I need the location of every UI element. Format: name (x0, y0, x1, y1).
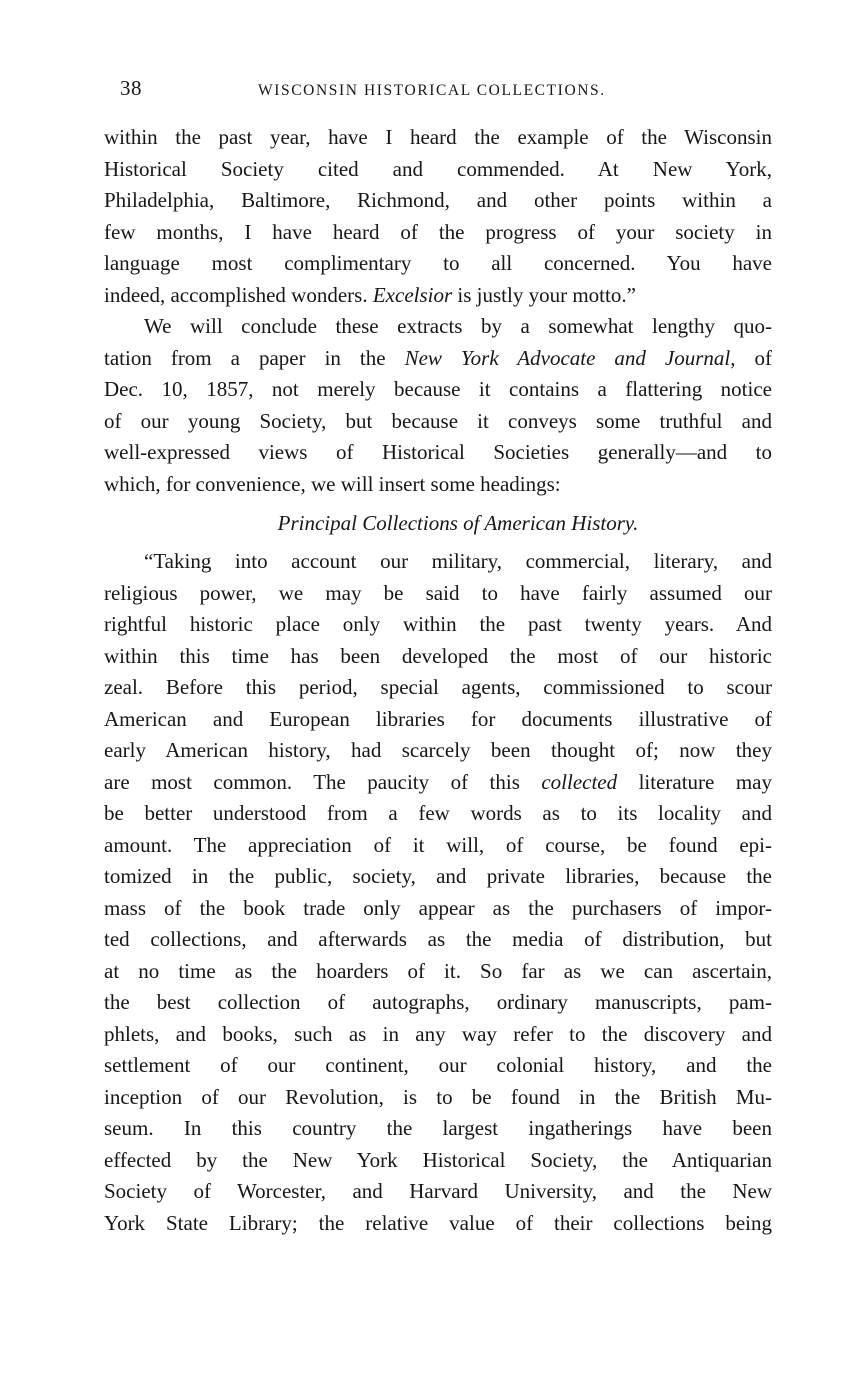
text-line: mass of the book trade only appear as the purchasers of impor- (104, 895, 772, 920)
text-line: early American history, had scarcely been thought of; now they (104, 738, 772, 762)
text-line: Philadelphia, Baltimore, Richmond, and other points within a (104, 188, 772, 212)
text-line: tomized in the public, society, and private libraries, because the (104, 864, 772, 888)
text-line: seum. In this country the largest ingatherings have been (104, 1116, 772, 1140)
text-line: ted collections, and afterwards as the media of distribution, but (104, 927, 772, 951)
text-line: rightful historic place only within the past twenty years. And (104, 612, 772, 636)
text-line (104, 343, 772, 375)
text-line: at no time as the hoarders of it. So far as we can ascertain, (104, 958, 772, 983)
text-line: Society of Worcester, and Harvard University, and the New (104, 1179, 772, 1203)
running-title: WISCONSIN HISTORICAL COLLECTIONS. (258, 82, 606, 99)
text-line: be better understood from a few words as to its locality and (104, 801, 772, 825)
italic-word: collected (541, 769, 618, 794)
section-heading: Principal Collections of American History. (277, 511, 639, 535)
page-header (120, 76, 780, 106)
text-line: We will conclude these extracts by a somewhat lengthy quo- (144, 314, 772, 338)
text-line: phlets, and books, such as in any way refer to the discovery and (104, 1021, 772, 1046)
text-run: are most common. The paucity of this (104, 769, 542, 794)
text-line: Dec. 10, 1857, not merely because it contains a flattering notice (104, 377, 772, 401)
text-line: settlement of our continent, our colonial history, and the (104, 1053, 772, 1077)
text-line: few months, I have heard of the progress of your society in (104, 219, 772, 244)
page-number: 38 (120, 76, 142, 100)
text-line: York State Library; the relative value of their collections being (104, 1210, 772, 1235)
text-line: American and European libraries for documents illustrative of (104, 706, 772, 731)
text-line: effected by the New York Historical Society, the Antiquarian (104, 1147, 772, 1172)
text-line: which, for convenience, we will insert some headings: (104, 471, 561, 496)
text-run: tation from a paper in the (104, 345, 405, 370)
paragraph-2 (104, 311, 772, 500)
text-line: the best collection of autographs, ordinary manuscripts, pam- (104, 990, 772, 1014)
text-run: literature may (617, 769, 772, 794)
italic-word: Excelsior (372, 282, 453, 307)
text-line: “Taking into account our military, commercial, literary, and (144, 549, 772, 573)
text-line: zeal. Before this period, special agents, commissioned to scour (104, 675, 772, 699)
text-run: is justly your motto.” (452, 282, 636, 307)
text-line (104, 767, 772, 799)
paragraph-3 (104, 546, 772, 1239)
text-line: of our young Society, but because it conveys some truthful and (104, 408, 772, 433)
text-line (104, 280, 772, 312)
text-line: language most complimentary to all concerned. You have (104, 251, 772, 275)
italic-title: New York Advocate and Journal (404, 345, 731, 370)
text-line: well-expressed views of Historical Societies generally—and to (104, 440, 772, 464)
text-run: , of (730, 345, 772, 370)
text-run: indeed, accomplished wonders. (104, 282, 373, 307)
paragraph-1 (104, 122, 772, 311)
body-text (104, 122, 772, 1239)
text-line: within the past year, have I heard the example of the Wisconsin (104, 125, 772, 149)
text-line: amount. The appreciation of it will, of course, be found epi- (104, 832, 772, 857)
text-line: within this time has been developed the most of our historic (104, 643, 772, 668)
text-line: inception of our Revolution, is to be found in the British Mu- (104, 1084, 772, 1109)
text-line: Historical Society cited and commended. At New York, (104, 156, 772, 181)
text-line: religious power, we may be said to have fairly assumed our (104, 580, 772, 605)
